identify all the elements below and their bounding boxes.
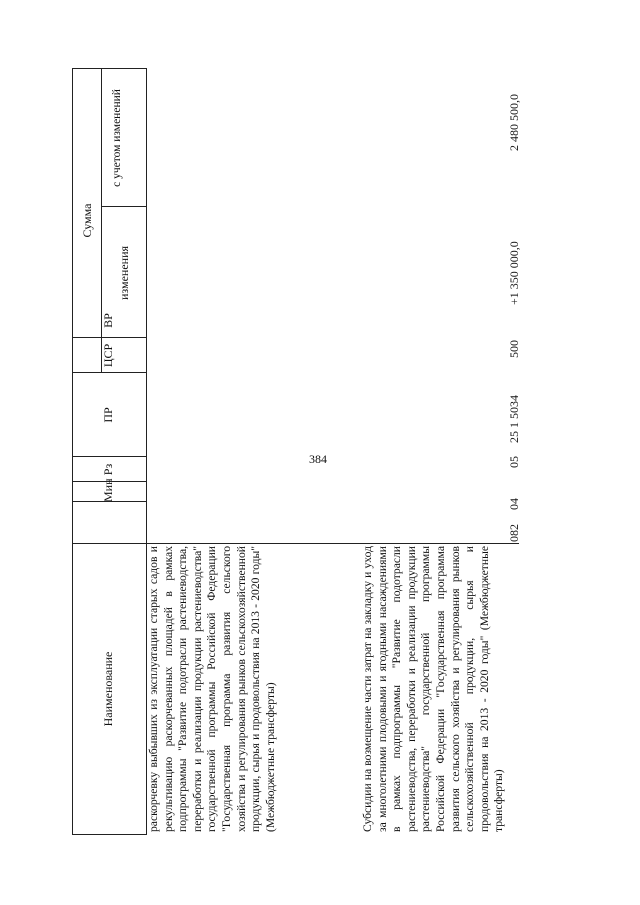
header-name: Наименование — [101, 651, 115, 727]
header-changes: изменения — [117, 245, 131, 301]
header-with-changes: с учетом изменений — [111, 89, 123, 187]
header-rz: Рз — [101, 463, 115, 476]
header-vr: ВР — [101, 313, 115, 328]
row-2-vr: 500 — [507, 340, 521, 358]
row-2-pr: 05 — [507, 456, 521, 468]
row-2-name: Субсидии на возмещение части затрат на закладку и уход за многолетними плодовыми и ягодными насаждениями в рамках подпрограммы "Развитие подотрасли растениеводства, переработки и реализации продукции растениеводства" государственной программы Российской Федерации "Государственная программа развития сельского хозяйства и регулирования рынков сельскохозяйственной продукции, сырья и продовольствия на 2013 - 2020 годы" (Межбюджетные трансферты) — [361, 546, 506, 832]
header-pr: ПР — [101, 407, 115, 423]
header-min: Мин — [101, 478, 115, 502]
col-divider-name — [72, 543, 519, 544]
table-top-border — [72, 68, 73, 835]
header-csr: ЦСР — [101, 343, 115, 368]
row-2-with-changes: 2 480 500,0 — [507, 94, 521, 151]
table-left-border — [72, 834, 147, 835]
page-number: 384 — [309, 452, 327, 466]
row-2-min: 082 — [507, 524, 521, 542]
row-2-rz: 04 — [507, 498, 521, 510]
row-2-changes: +1 350 000,0 — [507, 241, 521, 305]
header-sum: Сумма — [80, 203, 94, 238]
row-1-name: раскорчевку выбывших из эксплуатации старых садов и рекультивацию раскорчеванных площадей в рамках подпрограммы "Развитие подотрасли растениеводства, переработки и реализации продукции растениеводства" государственной программы Российской Федерации "Государственная программа развития сельского хозяйства и регулирования рынков сельскохозяйственной продукции, сырья и продовольствия на 2013 - 2020 годы" (Межбюджетные трансферты) — [147, 546, 277, 832]
row-2-csr: 25 1 5034 — [507, 395, 521, 443]
